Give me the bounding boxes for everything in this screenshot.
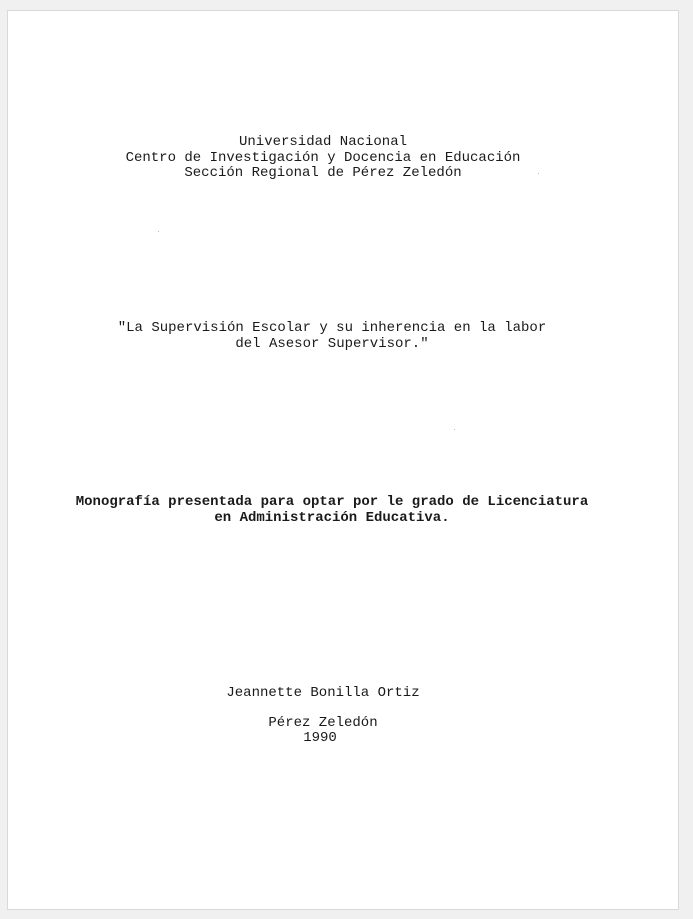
publication-year: 1990 bbox=[303, 730, 337, 746]
university-name: Universidad Nacional bbox=[238, 134, 408, 150]
thesis-title-line1: "La Supervisión Escolar y su inherencia en la labor bbox=[117, 320, 547, 336]
scan-speck bbox=[538, 173, 539, 174]
scan-speck bbox=[454, 429, 455, 430]
author-name: Jeannette Bonilla Ortiz bbox=[226, 685, 420, 701]
thesis-title bbox=[8, 321, 656, 352]
document-page bbox=[7, 10, 679, 910]
place-name: Pérez Zeledón bbox=[268, 715, 378, 731]
scan-speck bbox=[158, 231, 159, 232]
institution-header bbox=[8, 135, 638, 182]
regional-section-name: Sección Regional de Pérez Zeledón bbox=[184, 165, 462, 181]
monograph-statement bbox=[8, 495, 656, 526]
research-center-name: Centro de Investigación y Docencia en Educación bbox=[125, 149, 521, 166]
monograph-statement-line2: en Administración Educativa. bbox=[214, 509, 450, 526]
thesis-title-line2: del Asesor Supervisor." bbox=[235, 335, 429, 352]
monograph-statement-line1: Monografía presentada para optar por le grado de Licenciatura bbox=[75, 494, 589, 510]
